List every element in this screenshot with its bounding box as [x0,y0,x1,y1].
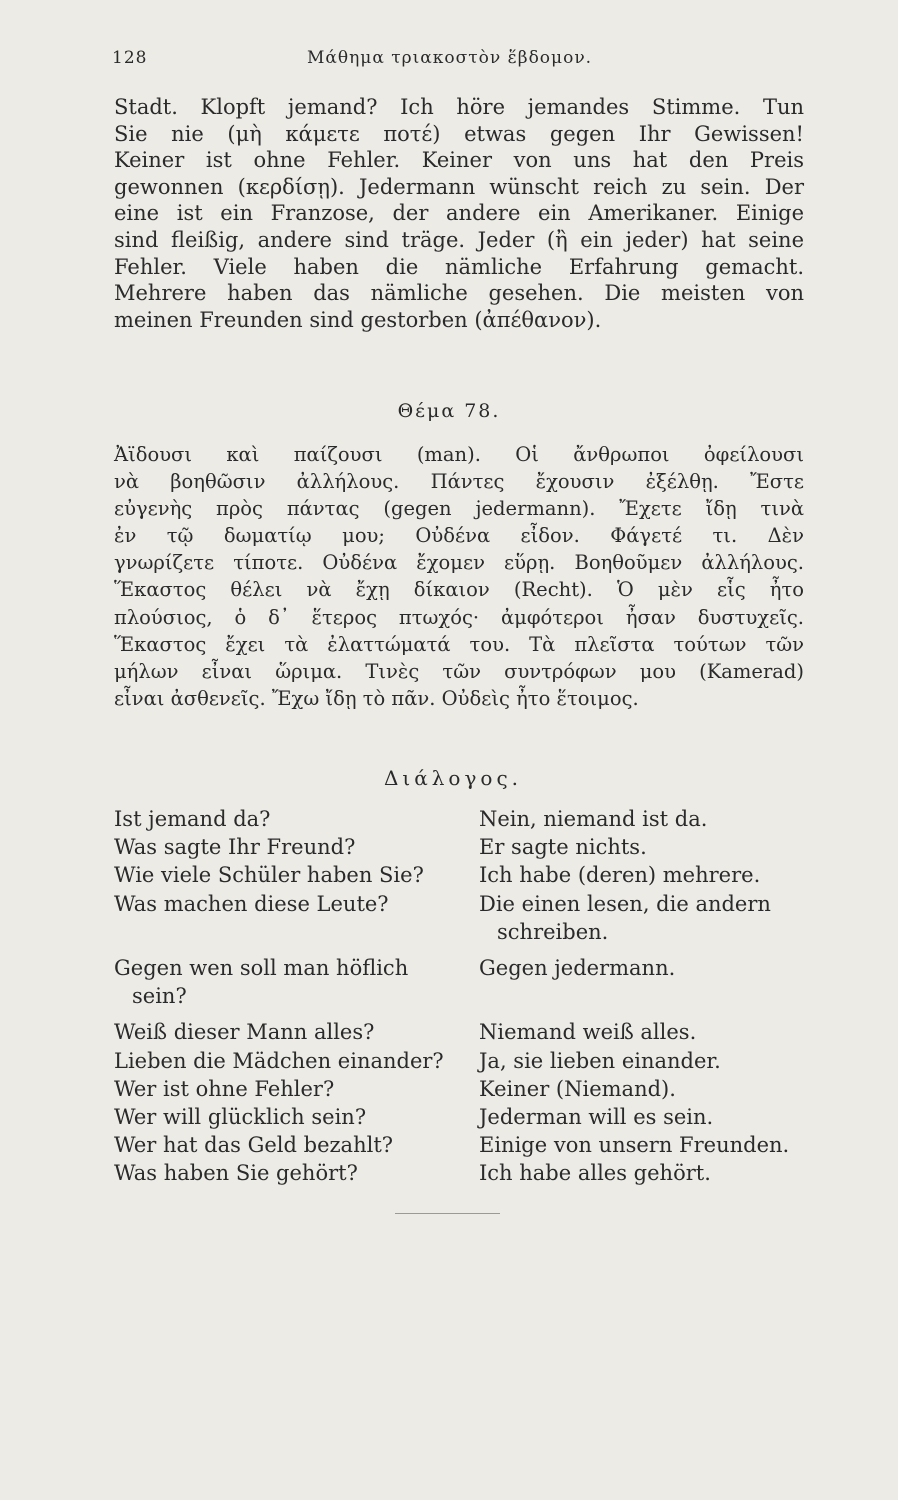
dialog-question: Was sagte Ihr Freund? [114,835,356,860]
dialog-answer: Er sagte nichts. [479,835,647,860]
dialog-row [114,1047,804,1075]
dialog-answer-continuation: schreiben. [497,919,609,944]
dialog-question: Wer hat das Geld bezahlt? [114,1133,394,1158]
page-header [112,48,792,78]
dialog-answer: Jederman will es sein. [479,1104,714,1129]
dialog-question: Wer ist ohne Fehler? [114,1076,335,1101]
text-line: Keiner ist ohne Fehler. Keiner von uns hat den Preis [114,148,804,173]
greek-exercise [114,441,804,712]
dialog-row [114,1131,804,1159]
text-line: γνωρίζετε τίποτε. Οὐδένα ἔχομεν εὕρῃ. Βοηθοῦμεν ἀλλήλους. [114,551,804,575]
dialog-row [114,954,804,982]
text-line: sind fleißig, andere sind träge. Jeder (ἢ ein jeder) hat seine [114,227,804,252]
dialog-answer: Einige von unsern Freunden. [479,1133,790,1158]
dialog-row [114,1075,804,1103]
text-line: νὰ βοηθῶσιν ἀλλήλους. Πάντες ἔχουσιν ἐξέλθῃ. Ἔστε [114,470,804,494]
dialog-answer: Keiner (Niemand). [479,1076,676,1101]
dialog-question: Weiß dieser Mann alles? [114,1020,375,1045]
german-paragraph [114,94,804,333]
dialog-answer: Niemand weiß alles. [479,1020,697,1045]
dialog-row [114,918,804,946]
dialog-question: Was haben Sie gehört? [114,1161,358,1186]
dialog-answer: Ich habe alles gehört. [479,1161,711,1186]
text-line: Ἕκαστος θέλει νὰ ἔχῃ δίκαιον (Recht). Ὁ μὲν εἷς ἦτο [114,578,804,602]
dialog-question: Lieben die Mädchen einander? [114,1048,444,1073]
text-line: Stadt. Klopft jemand? Ich höre jemandes Stimme. Tun [114,95,804,119]
dialog-question: Wie viele Schüler haben Sie? [114,863,424,888]
dialog-row [114,861,804,889]
text-line: Sie nie (μὴ κάμετε ποτέ) etwas gegen Ihr Gewissen! [114,121,804,146]
text-line: Mehrere haben das nämliche gesehen. Die meisten von [114,281,804,306]
dialog-question: Was machen diese Leute? [114,891,389,916]
text-line: Fehler. Viele haben die nämliche Erfahrung gemacht. [114,254,804,279]
dialog-title: Διάλογος. [383,766,523,790]
text-line: μήλων εἶναι ὥριμα. Τινὲς τῶν συντρόφων μου (Kamerad) [114,659,804,683]
dialog-row [114,1103,804,1131]
text-line: πλούσιος, ὁ δ᾽ ἕτερος πτωχός· ἀμφότεροι ἦσαν δυστυχεῖς. [114,605,804,629]
dialog-question-continuation: sein? [132,984,187,1009]
dialog-row [114,982,804,1010]
text-line: meinen Freunden sind gestorben (ἀπέθανον). [114,307,602,332]
text-line: Ἀϊδουσι καὶ παίζουσι (man). Οἱ ἄνθρωποι ὀφείλουσι [114,443,804,466]
dialog-row [114,1159,804,1187]
dialog-answer: Nein, niemand ist da. [479,807,708,831]
section-end-rule [395,1213,500,1214]
text-line: eine ist ein Franzose, der andere ein Amerikaner. Einige [114,201,804,226]
dialog-row [114,833,804,861]
text-line: ἐν τῷ δωματίῳ μου; Οὐδένα εἶδον. Φάγετέ τι. Δὲν [114,524,804,548]
dialog-table [114,805,804,1187]
text-line: Ἕκαστος ἔχει τὰ ἐλαττώματά του. Τὰ πλεῖστα τούτων τῶν [114,632,804,656]
dialog-answer: Die einen lesen, die andern [479,891,771,916]
dialog-question: Ist jemand da? [114,807,271,831]
dialog-answer: Gegen jedermann. [479,955,676,980]
dialog-answer: Ja, sie lieben einander. [479,1048,721,1073]
dialog-row [114,805,804,833]
text-line: εὐγενὴς πρὸς πάντας (gegen jedermann). Ἔχετε ἴδῃ τινὰ [114,497,804,521]
text-line: εἶναι ἀσθενεῖς. Ἔχω ἴδῃ τὸ πᾶν. Οὐδεὶς ἦτο ἕτοιμος. [114,686,639,710]
dialog-question: Gegen wen soll man höflich [114,955,409,980]
dialog-row [114,890,804,918]
dialog-answer: Ich habe (deren) mehrere. [479,863,761,888]
running-title: Μάθημα τριακοστὸν ἕβδομον. [307,48,593,68]
page-number: 128 [112,48,148,68]
dialog-question: Wer will glücklich sein? [114,1104,367,1129]
exercise-title: Θέμα 78. [397,400,501,422]
dialog-row [114,1018,804,1046]
text-line: gewonnen (κερδίσῃ). Jedermann wünscht reich zu sein. Der [114,174,804,199]
